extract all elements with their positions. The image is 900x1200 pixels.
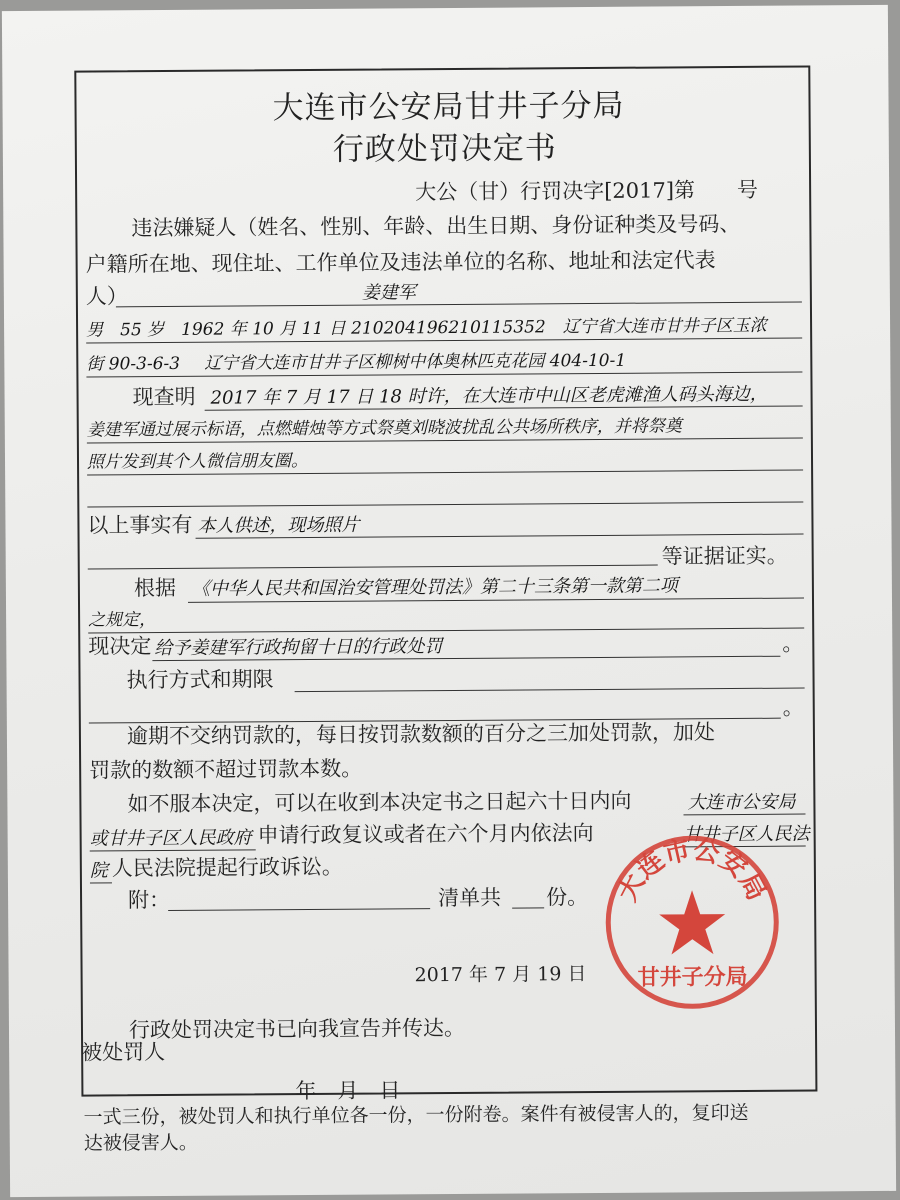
seal-text-bottom: 甘井子分局 bbox=[637, 964, 748, 991]
document-paper bbox=[2, 5, 896, 1197]
attach-list: 清单共 bbox=[437, 885, 502, 911]
suspect-label-line-2: 户籍所在地、现住址、工作单位及违法单位的名称、地址和法定代表 bbox=[85, 248, 716, 277]
findings-line-2: 姜建军通过展示标语，点燃蜡烛等方式祭奠刘晓波扰乱公共场所秩序，并将祭奠 bbox=[86, 416, 682, 441]
suspect-info-line-2a: 街 90-3-6-3 bbox=[86, 353, 181, 375]
findings-prefix: 现查明 bbox=[132, 384, 196, 410]
findings-line-3: 照片发到其个人微信朋友圈。 bbox=[86, 450, 309, 473]
underline bbox=[90, 882, 112, 883]
suspect-info-line-1: 男 55 岁 1962 年 10 月 11 日 210204196210115352 辽宁省大连市甘井子区玉浓 bbox=[86, 315, 767, 341]
appeal-line-3a: 院 bbox=[89, 860, 108, 882]
appeal-line-2b: 申请行政复议或者在六个月内依法向 bbox=[257, 820, 594, 848]
footer-line-2: 达被侵害人。 bbox=[83, 1131, 198, 1155]
decision-period: 。 bbox=[782, 631, 804, 656]
attach-unit: 份。 bbox=[545, 885, 589, 910]
basis-text: 《中华人民共和国治安管理处罚法》第二十三条第一款第二项 bbox=[191, 575, 678, 600]
underline bbox=[512, 907, 544, 908]
sign-date: 年 月 日 bbox=[295, 1078, 401, 1104]
notice-text: 行政处罚决定书已向我宣告并传达。 bbox=[128, 1015, 466, 1043]
suspect-label-line-3: 人） bbox=[85, 284, 128, 309]
basis-prefix: 根据 bbox=[133, 575, 176, 601]
punished-label: 被处罚人 bbox=[81, 1039, 166, 1065]
execution-label: 执行方式和期限 bbox=[126, 667, 274, 693]
appeal-line-2c: 甘井子区人民法 bbox=[683, 823, 810, 846]
late-fee-line-1: 逾期不交纳罚款的，每日按罚款数额的百分之三加处罚款，加处 bbox=[126, 720, 716, 749]
appeal-line-3b: 人民法院提起行政诉讼。 bbox=[111, 854, 343, 881]
execution-period: 。 bbox=[782, 695, 804, 720]
title-line-1: 大连市公安局甘井子分局 bbox=[272, 87, 625, 127]
appeal-line-2a: 或甘井子区人民政府 bbox=[89, 827, 252, 850]
findings-line-1: 2017 年 7 月 17 日 18 时许，在大连市中山区老虎滩渔人码头海边， bbox=[210, 383, 768, 409]
title-line-2: 行政处罚决定书 bbox=[332, 130, 557, 168]
evidence-prefix: 以上事实有 bbox=[87, 512, 193, 538]
suspect-label-line-1: 违法嫌疑人（姓名、性别、年龄、出生日期、身份证种类及号码、 bbox=[131, 211, 741, 241]
late-fee-line-2: 罚款的数额不超过罚款本数。 bbox=[89, 756, 363, 783]
attach-label: 附： bbox=[127, 887, 171, 913]
star-icon bbox=[659, 890, 725, 954]
evidence-suffix: 等证据证实。 bbox=[661, 543, 788, 569]
decision-prefix: 现决定 bbox=[88, 634, 152, 659]
document-number: 大公（甘）行罚决字[2017]第 号 bbox=[415, 177, 759, 205]
footer-line-1: 一式三份，被处罚人和执行单位各一份，一份附卷。案件有被侵害人的，复印送 bbox=[83, 1101, 749, 1129]
appeal-line-1a: 如不服本决定，可以在收到本决定书之日起六十日内向 bbox=[127, 788, 632, 817]
basis-text-2: 之规定， bbox=[88, 610, 157, 631]
suspect-name: 姜建军 bbox=[361, 282, 416, 304]
official-seal bbox=[604, 834, 781, 1011]
suspect-info-line-2b: 辽宁省大连市甘井子区柳树中体奥林匹克花园 404-10-1 bbox=[204, 350, 627, 374]
appeal-line-1b: 大连市公安局 bbox=[687, 791, 796, 814]
decision-text: 给予姜建军行政拘留十日的行政处罚 bbox=[154, 636, 443, 660]
seal-text-top: 大连市公安局 bbox=[612, 835, 772, 907]
issue-date: 2017 年 7 月 19 日 bbox=[414, 963, 587, 987]
evidence-text: 本人供述，现场照片 bbox=[197, 514, 360, 537]
